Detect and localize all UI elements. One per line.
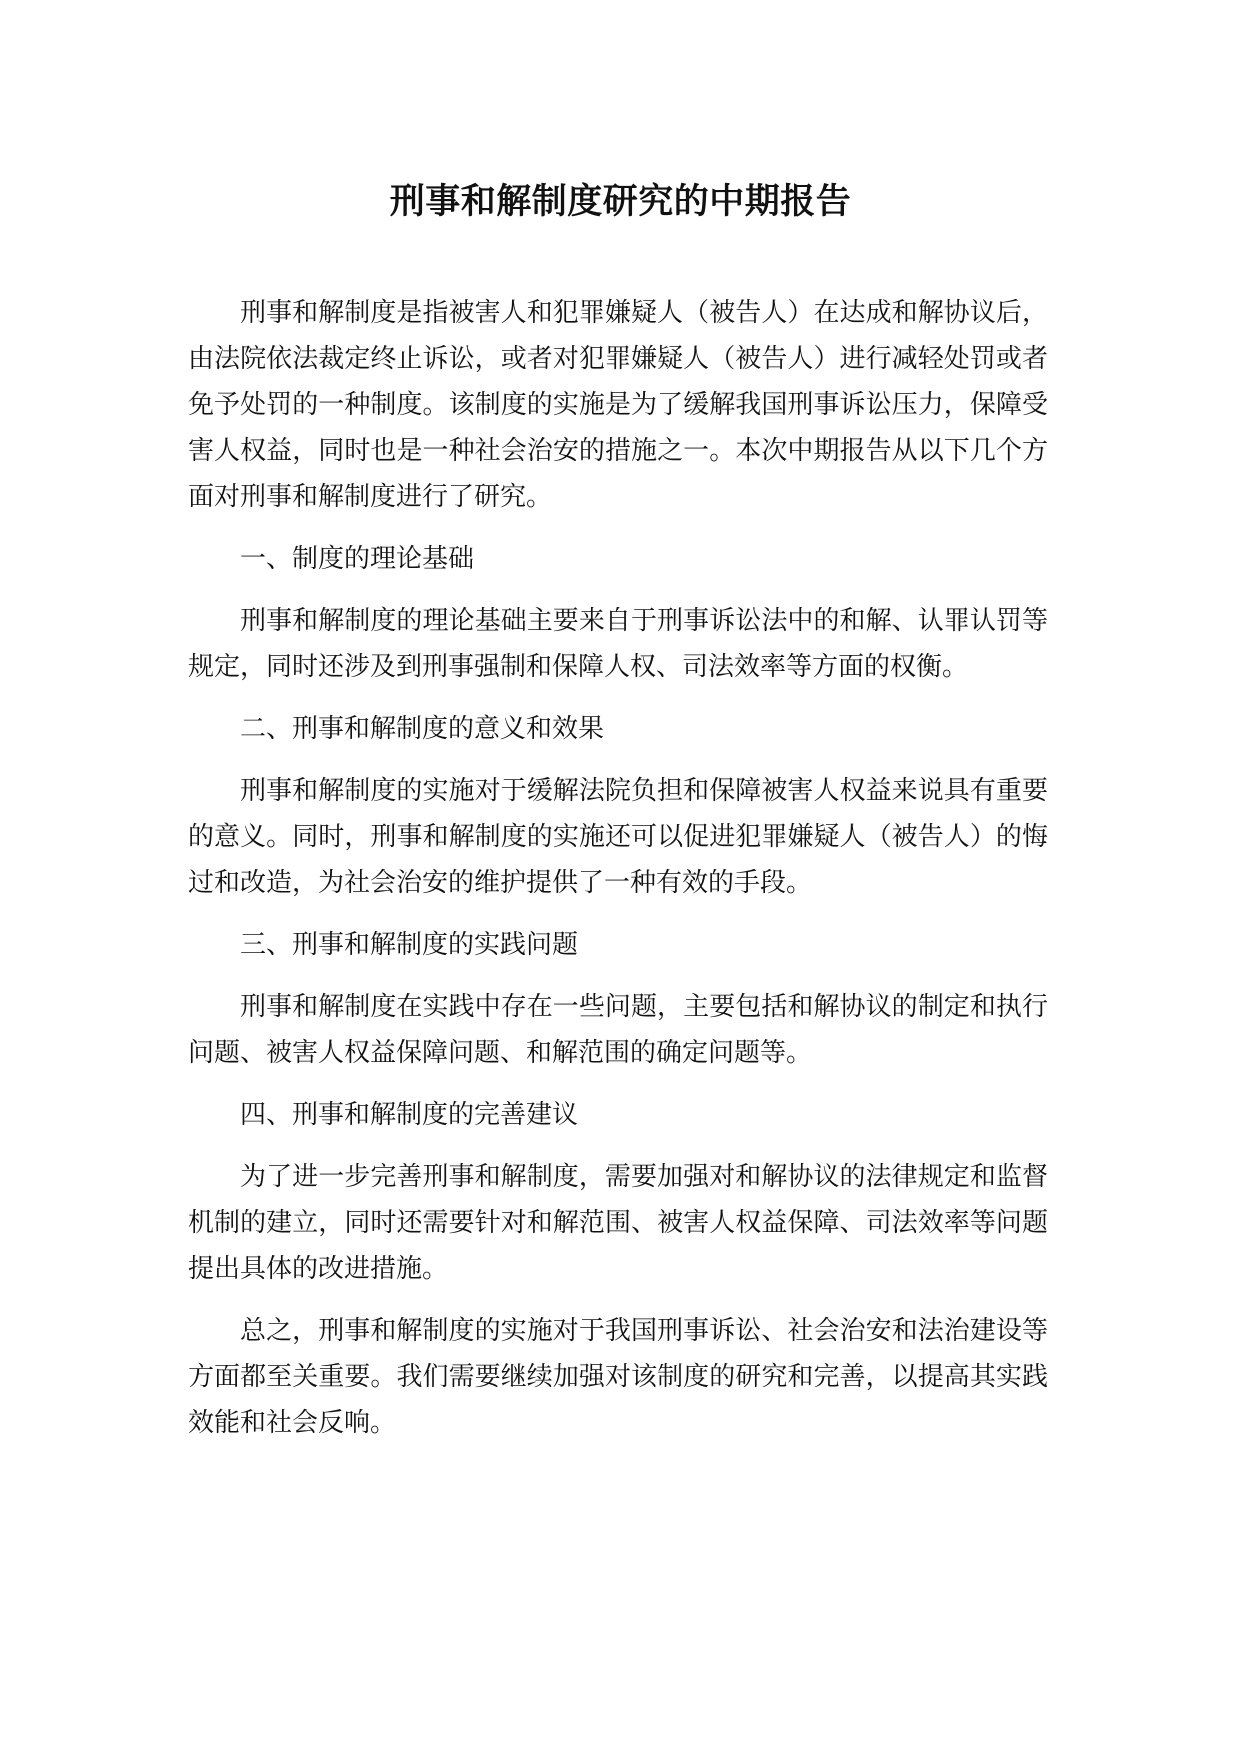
- practice-issues-paragraph: 刑事和解制度在实践中存在一些问题，主要包括和解协议的制定和执行问题、被害人权益保障问题、和解范围的确定问题等。: [188, 992, 1048, 1068]
- suggestions-paragraph: 为了进一步完善刑事和解制度，需要加强对和解协议的法律规定和监督机制的建立，同时还需要针对和解范围、被害人权益保障、司法效率等问题提出具体的改进措施。: [188, 1162, 1048, 1284]
- intro-paragraph: 刑事和解制度是指被害人和犯罪嫌疑人（被告人）在达成和解协议后，由法院依法裁定终止诉讼，或者对犯罪嫌疑人（被告人）进行减轻处罚或者免予处罚的一种制度。该制度的实施是为了缓解我国刑事诉讼压力，保障受害人权益，同时也是一种社会治安的措施之一。本次中期报告从以下几个方面对刑事和解制度进行了研究。: [188, 298, 1048, 512]
- document-body: [188, 290, 1048, 1462]
- conclusion-paragraph: 总之，刑事和解制度的实施对于我国刑事诉讼、社会治安和法治建设等方面都至关重要。我们需要继续加强对该制度的研究和完善，以提高其实践效能和社会反响。: [188, 1316, 1048, 1438]
- document-title: 刑事和解制度研究的中期报告: [389, 182, 852, 222]
- theory-paragraph: 刑事和解制度的理论基础主要来自于刑事诉讼法中的和解、认罪认罚等规定，同时还涉及到刑事强制和保障人权、司法效率等方面的权衡。: [188, 606, 1048, 682]
- section-heading-theory: 一、制度的理论基础: [240, 544, 475, 574]
- significance-paragraph: 刑事和解制度的实施对于缓解法院负担和保障被害人权益来说具有重要的意义。同时，刑事和解制度的实施还可以促进犯罪嫌疑人（被告人）的悔过和改造，为社会治安的维护提供了一种有效的手段。: [188, 776, 1048, 898]
- section-heading-suggestions: 四、刑事和解制度的完善建议: [240, 1100, 579, 1130]
- section-heading-significance: 二、刑事和解制度的意义和效果: [240, 714, 605, 744]
- section-heading-practice-issues: 三、刑事和解制度的实践问题: [240, 930, 579, 960]
